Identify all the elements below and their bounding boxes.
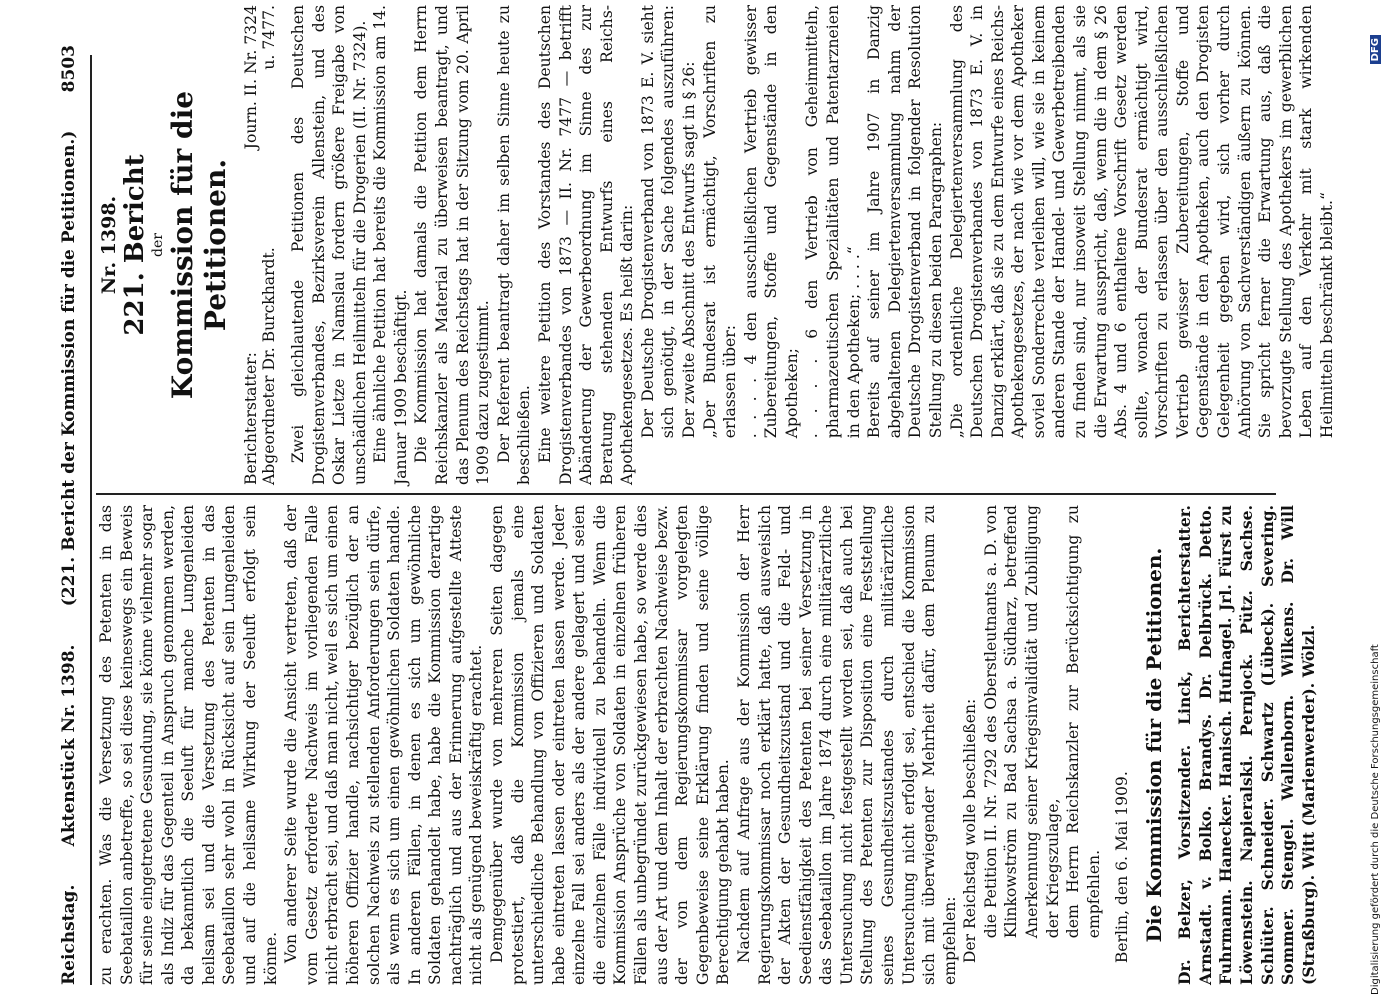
report-title: 221. Bericht <box>120 154 150 336</box>
column-divider <box>96 493 1276 495</box>
reporter-name: Abgeordneter Dr. Burckhardt. <box>260 247 278 485</box>
left-para-2: Von anderer Seite wurde die Ansicht vertreten, daß der vom Gesetz erforderte Nachweis im vorliegenden Falle nicht erbracht sei, und daß man nicht, weil es sich um einen höheren Offizier handle, nachsichtiger bezüglich der an solchen Nachweis zu stellenden Anforderungen sein dürfe, als wenn es sich um einen gewöhnlichen Soldaten handle. In anderen Fällen, in denen es sich um gewöhnliche Soldaten gehandelt habe, habe die Kommission derartige nachträglich und aus der Erinnerung aufgestellte Atteste nicht als genügend beweiskräftig erachtet. <box>282 505 486 985</box>
right-para-3: Die Kommission hat damals die Petition dem Herrn Reichskanzler als Material zu überweisen beantragt, und das Plenum des Reichstags hat in der Sitzung vom 20. April 1909 dazu zugestimmt. <box>412 5 493 485</box>
running-head <box>52 45 86 985</box>
digitization-note <box>1368 35 1382 995</box>
date-line: Berlin, den 6. Mai 1909. <box>1113 771 1132 964</box>
left-para-7: dem Herrn Reichskanzler zur Berücksichtigung zu empfehlen. <box>1064 505 1103 939</box>
left-para-6: die Petition II. Nr. 7292 des Oberstleutnants a. D. von Klinkowström zu Bad Sachsa a. Südharz, betreffend Anerkennung seiner Kriegsinvalidität und Zubilligung der Kriegszulage, <box>981 505 1062 939</box>
left-para-5: Der Reichstag wolle beschließen: <box>961 698 980 964</box>
committee-title: Die Kommission für die Petitionen. <box>1141 547 1166 943</box>
reporter-left <box>242 247 278 485</box>
right-para-5: Eine weitere Petition des Vorstandes des Deutschen Drogistenverbandes von 1873 — II. Nr. 7477 — betrifft Abänderung der Gewerbeordnung im Sinne des zur Beratung stehenden Entwurfs eines Reichs-Apothekengesetzes. Es heißt darin: <box>535 5 637 485</box>
running-head-paren: (221. Bericht der Kommission für die Petitionen.) <box>59 130 79 607</box>
report-der: der <box>150 233 166 257</box>
journal-ref <box>242 5 278 149</box>
page-number: 8503 <box>59 45 79 93</box>
right-para-1: Zwei gleichlautende Petitionen des Deutschen Drogistenverbandes, Bezirksverein Allenstein, und des Oskar Lietze in Namslau fordern größere Freigabe von unschädlichen Heilmitteln für die Drogerien (II. Nr. 7324). <box>289 5 369 485</box>
running-head-mid: Aktenstück Nr. 1398. <box>59 644 79 847</box>
right-para-8: . . . . 4 den ausschließlichen Vertrieb gewisser Zubereitungen, Stoffe und Gegenstände in den Apotheken; <box>741 5 801 439</box>
journal-ref-2: u. 7477. <box>260 5 278 70</box>
left-para-4: Nachdem auf Anfrage aus der Kommission der Herr Regierungskommissar noch erklärt hatte, daß ausweislich der Akten der Gesundheitszustand und die Feld- und Seedienstfähigkeit des Petenten bei seiner Versetzung in das Seebataillon im Jahre 1874 durch eine militärärztliche Untersuchung nicht festgestellt worden sei, daß auch bei Stellung des Petenten zur Disposition eine Feststellung seines Gesundheitszustandes durch militärärztliche Untersuchung nicht erfolgt sei, entschied die Kommission sich mit überwiegender Mehrheit dafür, dem Plenum zu empfehlen: <box>734 505 959 985</box>
reporter-block <box>242 5 278 485</box>
right-para-4: Der Referent beantragt daher im selben Sinne heute zu beschließen. <box>494 5 534 485</box>
committee-members: Dr. Belzer, Vorsitzender. Linck, Berichterstatter. Arnstadt. v. Bolko. Brandys. Dr. Delbrück. Detto. Fuhrmann. Hanecker. Hanisch. Hufnagel. Jrl. Fürst zu Löwenstein. Napieralski. Pernjock. Pütz. Sachse. Schlüter. Schneider. Schwartz (Lübeck). Severing. Sommer. Stengel. Wallenborn. Wilkens. Dr. Will (Straßburg). Witt (Marienwerder). Wölzl. <box>1175 505 1318 985</box>
left-para-1: zu erachten. Was die Versetzung des Petenten in das Seebataillon anbetreffe, so sei diese keineswegs ein Beweis für seine eingetretene Gesundung, sie könne vielmehr sogar als Indiz für das Gegenteil in Anspruch genommen werden, da bekanntlich die Seeluft für manche Lungenleiden heilsam sei und die Versetzung des Petenten in das Seebataillon sehr wohl in Rücksicht auf sein Lungenleiden und auf die heilsame Wirkung der Seeluft erfolgt sein könne. <box>97 505 280 985</box>
right-column <box>96 5 1336 485</box>
commission-title: Kommission für die Petitionen. <box>166 90 232 400</box>
head-rule <box>90 55 92 985</box>
right-para-9: . . . . 6 den Vertrieb von Geheimmitteln, pharmazeutischen Spezialitäten und Patentarzneien in den Apotheken; . . . .“ <box>803 5 863 439</box>
journal-ref-1: Journ. II. Nr. 7324 <box>242 5 260 150</box>
reporter-label: Berichterstatter: <box>242 352 260 485</box>
right-para-6: Der Deutsche Drogistenverband von 1873 E. V. sieht sich genötigt, in der Sache folgendes auszuführen: Der zweite Abschnitt des Entwurfs sagt in § 26: <box>638 5 698 439</box>
running-head-left: Reichstag. <box>59 884 79 985</box>
right-para-2: Eine ähnliche Petition hat bereits die Kommission am 14. Januar 1909 beschäftigt. <box>371 5 410 485</box>
right-para-11: „Die ordentliche Delegiertenversammlung des Deutschen Drogistenverbandes von 1873 E. V. in Danzig erklärt, daß sie zu dem Entwurfe eines Reichs-Apothekengesetzes, der nach wie vor dem Apotheker soviel Sonderrechte verleihen will, wie sie in keinem anderen Stande der Handel- und Gewerbetreibenden zu finden sind, nur insoweit Stellung nimmt, als sie die Erwartung ausspricht, daß, wenn die in dem § 26 Abs. 4 und 6 enthaltene Vorschrift Gesetz werden sollte, wonach der Bundesrat ermächtigt wird, Vorschriften zu erlassen über den ausschließlichen Vertrieb gewisser Zubereitungen, Stoffe und Gegenstände in den Apotheken, auch den Drogisten Gelegenheit gegeben wird, sich vorher durch Anhörung von Sachverständigen äußern zu können. Sie spricht ferner die Erwartung aus, daß die bevorzugte Stellung des Apothekers im gewerblichen Leben auf den Verkehr mit stark wirkenden Heilmitteln beschränkt bleibt.“ <box>947 5 1336 439</box>
left-column <box>96 505 1318 985</box>
left-para-3: Demgegenüber wurde von mehreren Seiten dagegen protestiert, daß die Kommission jemals eine unterschiedliche Behandlung von Offizieren und Soldaten habe eintreten lassen oder eintreten lassen werde. Jeder einzelne Fall sei anders als der andere gelagert und seien die einzelnen Fälle individuell zu behandeln. Wenn die Kommission Ansprüche von Soldaten in einzelnen früheren Fällen als unbegründet zurückgewiesen habe, so werde dies aus der Art und dem Inhalt der erbrachten Nachweise bezw. der von dem Regierungskommissar vorgelegten Gegenbeweise seine Erklärung finden und seine völlige Berechtigung gehabt haben. <box>487 505 733 985</box>
right-para-7: „Der Bundesrat ist ermächtigt, Vorschriften zu erlassen über: <box>700 5 740 439</box>
right-para-10: Bereits auf seiner im Jahre 1907 in Danzig abgehaltenen Delegiertenversammlung nahm der Deutsche Drogistenverband in folgender Resolution Stellung zu diesen beiden Paragraphen: <box>865 5 945 439</box>
digitization-text: Digitalisierung gefördert durch die Deutsche Forschungsgemeinschaft <box>1369 644 1381 995</box>
dfg-logo: DFG <box>1370 35 1381 64</box>
document-number: Nr. 1398. <box>98 195 120 295</box>
